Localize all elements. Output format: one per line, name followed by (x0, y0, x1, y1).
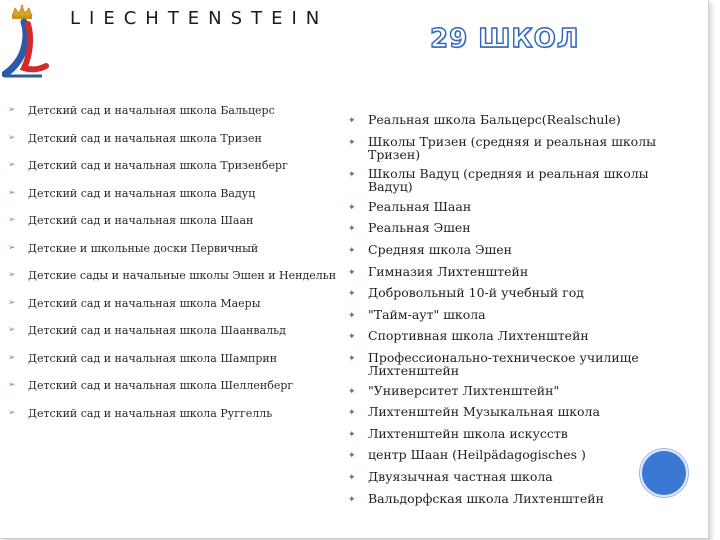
bullet-icon: ✦ (348, 202, 356, 213)
brand-name: LIECHTENSTEIN (70, 8, 329, 29)
list-item (8, 159, 348, 187)
decorative-circle (640, 449, 688, 497)
list-item-text: Лихтенштейн школа искусств (368, 425, 568, 441)
list-item (348, 448, 678, 463)
list-item (348, 351, 678, 377)
list-item (8, 324, 348, 352)
bullet-icon: ✦ (348, 429, 356, 440)
page-title: 29 ШКОЛ (430, 24, 580, 54)
list-item (8, 187, 348, 215)
list-item-text: центр Шаан (Heilpädagogisches ) (368, 447, 586, 463)
list-item-text: Детский сад и начальная школа Тризен (28, 131, 262, 145)
list-item-text: "Университет Лихтенштейн" (368, 382, 560, 398)
bullet-icon: ➢ (8, 407, 16, 418)
list-item-text: Детские сады и начальные школы Эшен и Нендельн (28, 269, 337, 282)
bullet-icon: ✦ (348, 289, 356, 300)
bullet-icon: ➢ (8, 297, 16, 308)
list-item-text: Реальная школа Бальцерс(Realschule) (368, 112, 621, 127)
list-item (348, 427, 678, 442)
list-item-text: Школы Тризен (средняя и реальная школы Тризен) (368, 133, 657, 162)
list-item-text: Гимназия Лихтенштейн (368, 263, 529, 279)
bullet-icon: ✦ (348, 116, 356, 126)
bullet-icon: ➢ (8, 160, 16, 170)
list-item (348, 243, 678, 258)
bullet-icon: ✦ (348, 267, 356, 278)
bullet-icon: ➢ (8, 105, 16, 115)
bullet-icon: ✦ (348, 332, 356, 343)
bullet-icon: ✦ (348, 472, 356, 483)
list-item-text: Школы Вадуц (средняя и реальная школы Вадуц) (368, 166, 649, 195)
list-item (8, 379, 348, 407)
bullet-icon: ✦ (348, 224, 356, 235)
list-item-text: Детский сад и начальная школа Бальцерс (28, 104, 275, 117)
list-item-text: Вальдорфская школа Лихтенштейн (368, 490, 604, 506)
list-item-text: Реальная Шаан (368, 198, 472, 214)
bullet-icon: ➢ (8, 270, 16, 280)
school-list (348, 113, 678, 513)
bullet-icon: ➢ (8, 352, 16, 363)
list-item (348, 405, 678, 420)
bullet-icon: ✦ (348, 170, 356, 181)
bullet-icon: ✦ (348, 494, 356, 505)
list-item-text: Средняя школа Эшен (368, 241, 512, 257)
list-item-text: Детский сад и начальная школа Маеры (28, 296, 261, 310)
bullet-icon: ✦ (348, 353, 356, 364)
list-item (348, 329, 678, 344)
list-item-text: Детский сад и начальная школа Шелленберг (28, 379, 294, 392)
bullet-icon: ➢ (8, 325, 16, 335)
bullet-icon: ✦ (348, 386, 356, 397)
list-item-text: Детский сад и начальная школа Шамприн (28, 351, 278, 365)
bullet-icon: ✦ (348, 245, 356, 256)
bullet-icon: ➢ (8, 187, 16, 198)
list-item (8, 297, 348, 325)
list-item-text: Лихтенштейн Музыкальная школа (368, 404, 600, 420)
bullet-icon: ➢ (8, 380, 16, 390)
bullet-icon: ✦ (348, 310, 356, 321)
list-item-text: Детский сад и начальная школа Тризенберг (28, 159, 288, 172)
list-item (348, 200, 678, 215)
bullet-icon: ✦ (348, 451, 356, 462)
list-item-text: Добровольный 10-й учебный год (368, 285, 584, 301)
list-item (348, 113, 678, 128)
liechtenstein-logo (2, 4, 52, 84)
bullet-icon: ➢ (8, 132, 16, 143)
list-item-text: Детские и школьные доски Первичный (28, 241, 259, 255)
bullet-icon: ✦ (348, 137, 356, 148)
list-item-text: Профессионально-техническое училище Лихтенштейн (368, 349, 639, 378)
list-item (8, 214, 348, 242)
list-item (8, 407, 348, 435)
list-item (8, 269, 348, 297)
list-item (8, 352, 348, 380)
list-item (348, 265, 678, 280)
kindergarten-list (8, 104, 348, 434)
list-item-text: Детский сад и начальная школа Шаанвальд (28, 324, 286, 337)
list-item (8, 132, 348, 160)
list-item-text: Детский сад и начальная школа Вадуц (28, 186, 256, 200)
bullet-icon: ➢ (8, 215, 16, 225)
bullet-icon: ➢ (8, 242, 16, 253)
list-item-text: Спортивная школа Лихтенштейн (368, 328, 589, 344)
list-item (348, 167, 678, 193)
list-item (348, 470, 678, 485)
list-item (348, 384, 678, 399)
list-item (348, 492, 678, 507)
bullet-icon: ✦ (348, 408, 356, 419)
crown-icon (12, 5, 32, 19)
list-item (348, 221, 678, 236)
list-item-text: "Тайм-аут" школа (368, 306, 486, 322)
list-item-text: Двуязычная частная школа (368, 468, 553, 484)
list-item (348, 286, 678, 301)
list-item-text: Детский сад и начальная школа Руггелль (28, 406, 273, 420)
list-item (348, 308, 678, 323)
list-item-text: Реальная Эшен (368, 220, 471, 236)
list-item (348, 135, 678, 161)
list-item (8, 242, 348, 270)
list-item-text: Детский сад и начальная школа Шаан (28, 214, 254, 227)
list-item (8, 104, 348, 132)
